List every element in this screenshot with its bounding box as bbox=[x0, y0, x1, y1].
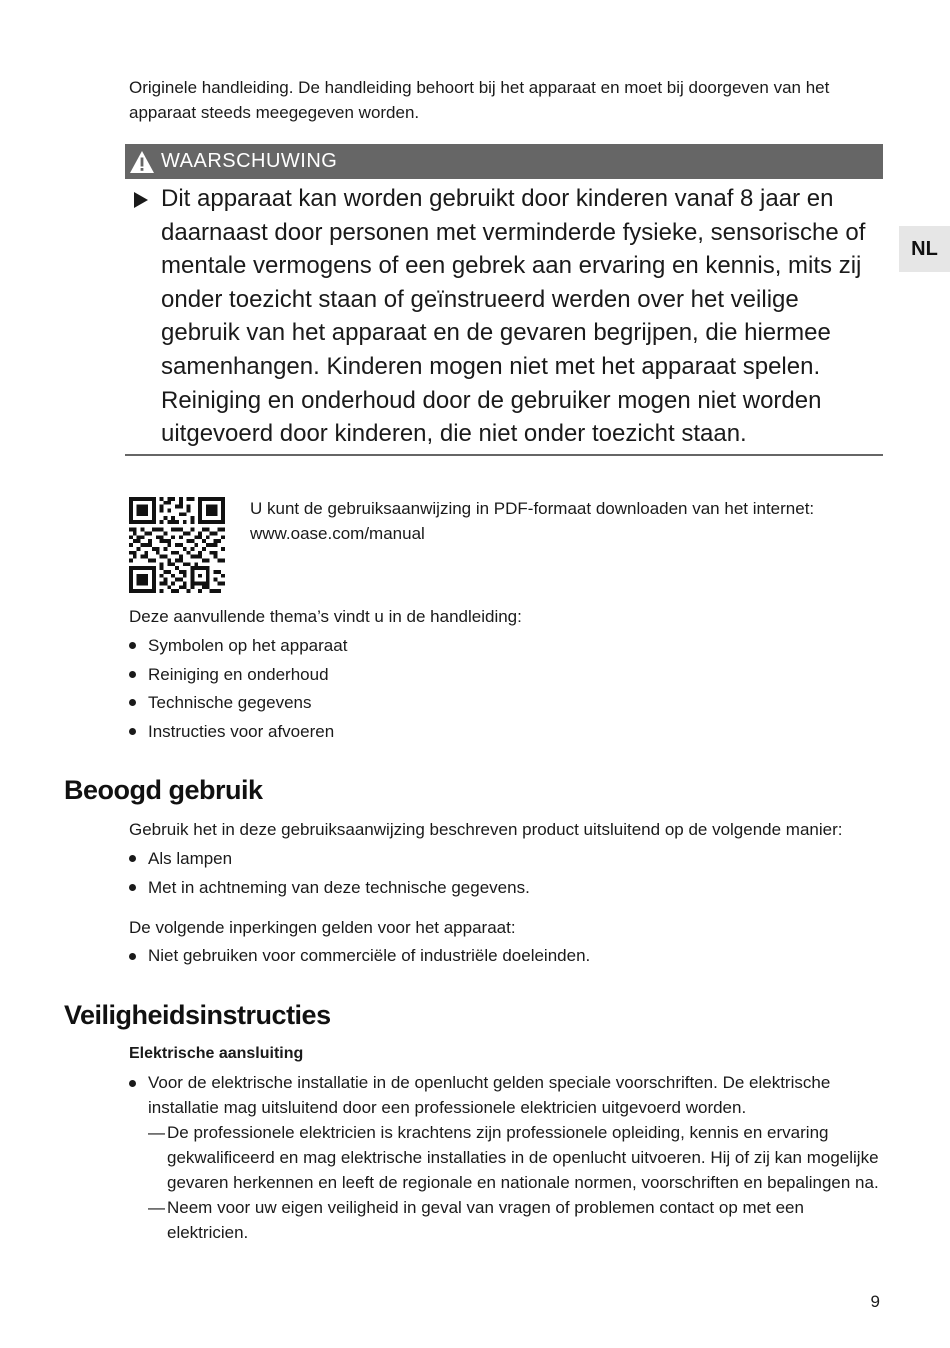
warning-triangle-icon bbox=[129, 150, 155, 174]
list-item: Symbolen op het apparaat bbox=[129, 632, 889, 661]
heading-safety: Veiligheidsinstructies bbox=[64, 1000, 331, 1030]
dash-item: — Neem voor uw eigen veiligheid in geval van vragen of problemen contact op met een elektricien. bbox=[148, 1195, 881, 1245]
intended-use-intro: Gebruik het in deze gebruiksaanwijzing beschreven product uitsluitend op de volgende manier: bbox=[129, 820, 843, 839]
download-text: U kunt de gebruiksaanwijzing in PDF-formaat downloaden van het internet: bbox=[250, 499, 815, 518]
warning-divider bbox=[125, 454, 883, 456]
limits-list bbox=[129, 943, 889, 968]
qr-code[interactable] bbox=[129, 497, 225, 593]
intended-use-list bbox=[129, 845, 889, 902]
list-item: Technische gegevens bbox=[129, 689, 889, 718]
list-item: Reiniging en onderhoud bbox=[129, 661, 889, 690]
limits-intro: De volgende inperkingen gelden voor het apparaat: bbox=[129, 918, 516, 937]
topics-intro: Deze aanvullende thema’s vindt u in de handleiding: bbox=[129, 607, 522, 626]
warning-text: Dit apparaat kan worden gebruikt door kinderen vanaf 8 jaar en daarnaast door personen met verminderde fysieke, sensorische of mentale vermogens of een gebrek aan ervaring en kennis, mits zij onder toezicht staan of geïnstrueerd werden over het veilige gebruik van het apparaat en de gevaren begrijpen, die hiermee samenhangen. Kinderen mogen niet met het apparaat spelen. Reiniging en onderhoud door de gebruiker mogen niet worden uitgevoerd door kinderen, die niet onder toezicht staan. bbox=[161, 185, 866, 448]
heading-intended-use: Beoogd gebruik bbox=[64, 775, 263, 805]
subheading-electrical: Elektrische aansluiting bbox=[129, 1045, 304, 1062]
list-item bbox=[129, 1070, 881, 1245]
manual-url-link[interactable]: www.oase.com/manual bbox=[250, 524, 425, 543]
download-info bbox=[250, 496, 890, 546]
triangle-right-icon bbox=[133, 191, 149, 209]
dash-list bbox=[148, 1120, 881, 1245]
electrical-bullet-text: Voor de elektrische installatie in de openlucht gelden speciale voorschriften. De elektrische installatie mag uitsluitend door een professionele elektricien uitgevoerd worden. bbox=[148, 1073, 831, 1117]
list-item: Als lampen bbox=[129, 845, 889, 874]
page-number: 9 bbox=[870, 1292, 880, 1311]
intro-text: Originele handleiding. De handleiding behoort bij het apparaat en moet bij doorgeven van het apparaat steeds meegegeven worden. bbox=[129, 78, 830, 122]
dash-item: — De professionele elektricien is krachtens zijn professionele opleiding, kennis en ervaring gekwalificeerd en mag elektrische installaties in de openlucht uitvoeren. Hij of zij kan mogelijke gevaren herkennen en leeft de regionale en nationale normen, voorschriften en bepalingen na. bbox=[148, 1120, 881, 1195]
list-item: Instructies voor afvoeren bbox=[129, 718, 889, 747]
list-item: Niet gebruiken voor commerciële of industriële doeleinden. bbox=[129, 943, 889, 968]
topics-list bbox=[129, 632, 889, 746]
warning-header bbox=[125, 144, 883, 179]
list-item: Met in achtneming van deze technische gegevens. bbox=[129, 874, 889, 903]
electrical-list bbox=[129, 1070, 881, 1245]
language-tab: NL bbox=[899, 226, 950, 272]
warning-title: WAARSCHUWING bbox=[161, 150, 338, 172]
